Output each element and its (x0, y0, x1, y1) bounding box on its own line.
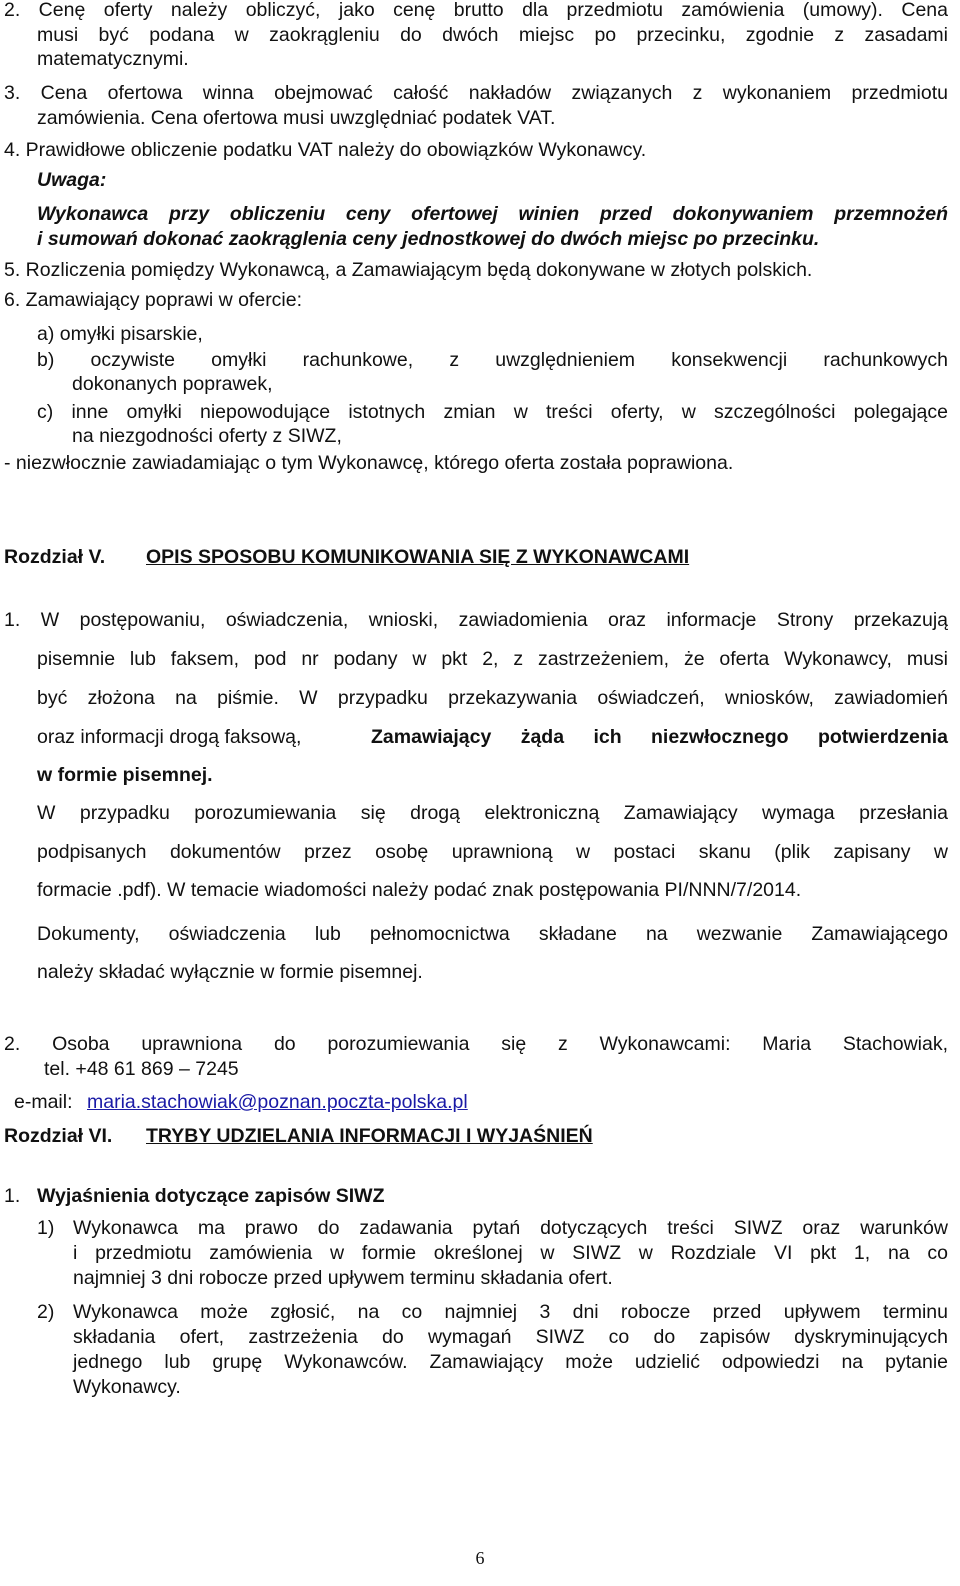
ch6-sub1-num: 1) (37, 1217, 55, 1239)
ch6-sub2-line3: jednego lub grupę Wykonawców. Zamawiający może udzielić odpowiedzi na pytanie (73, 1351, 948, 1373)
item6a: a) omyłki pisarskie, (37, 323, 203, 345)
chapter5-title: OPIS SPOSOBU KOMUNIKOWANIA SIĘ Z WYKONAWCAMI (146, 546, 690, 568)
ch6-sub2-line4: Wykonawcy. (73, 1376, 181, 1398)
item2-line2: musi być podana w zaokrągleniu do dwóch miejsc po przecinku, zgodnie z zasadami (37, 24, 948, 46)
ch5-p3-line1: Dokumenty, oświadczenia lub pełnomocnictwa składane na wezwanie Zamawiającego (37, 923, 948, 945)
item2-line3: matematycznymi. (37, 48, 189, 70)
ch5-p1-line1: 1. W postępowaniu, oświadczenia, wnioski, zawiadomienia oraz informacje Strony przekazują (4, 609, 948, 631)
page-number: 6 (475, 1548, 485, 1568)
ch6-sub1-line1: Wykonawca ma prawo do zadawania pytań dotyczących treści SIWZ oraz warunków (73, 1217, 948, 1239)
item3-line1: 3. Cena ofertowa winna obejmować całość nakładów związanych z wykonaniem przedmiotu (4, 82, 948, 104)
item3-line2: zamówienia. Cena ofertowa musi uwzględniać podatek VAT. (37, 107, 556, 129)
ch6-sub1-line2: i przedmiotu zamówienia w formie określonej w SIWZ w Rozdziale VI pkt 1, na co (73, 1242, 948, 1264)
ch5-p1-line5-bold: w formie pisemnej. (37, 764, 213, 786)
item5: 5. Rozliczenia pomiędzy Wykonawcą, a Zamawiającym będą dokonywane w złotych polskich. (4, 259, 813, 281)
item6b-line1: b) oczywiste omyłki rachunkowe, z uwzględnieniem konsekwencji rachunkowych (37, 349, 948, 371)
ch6-sub2-line1: Wykonawca może zgłosić, na co najmniej 3 dni robocze przed upływem terminu (73, 1301, 948, 1323)
chapter5-label: Rozdział V. (4, 546, 106, 568)
item6b-line2: dokonanych poprawek, (72, 373, 273, 395)
ch6-sub1-line3: najmniej 3 dni robocze przed upływem terminu składania ofert. (73, 1267, 613, 1289)
ch6-item1-title: Wyjaśnienia dotyczące zapisów SIWZ (37, 1185, 385, 1207)
ch5-contact-line1: 2. Osoba uprawniona do porozumiewania się z Wykonawcami: Maria Stachowiak, (4, 1033, 948, 1055)
ch5-p1-line2: pisemnie lub faksem, pod nr podany w pkt 2, z zastrzeżeniem, że oferta Wykonawcy, musi (37, 648, 948, 670)
ch6-sub2-num: 2) (37, 1301, 55, 1323)
ch6-item1-num: 1. (4, 1185, 21, 1207)
ch5-p2-line2: podpisanych dokumentów przez osobę uprawnioną w postaci skanu (plik zapisany w (37, 841, 948, 863)
note-label: Uwaga: (37, 169, 107, 191)
item6: 6. Zamawiający poprawi w ofercie: (4, 289, 303, 311)
item2-line1: 2. Cenę oferty należy obliczyć, jako cenę brutto dla przedmiotu zamówienia (umowy). Cena (4, 0, 948, 21)
ch5-p1-line3: być złożona na piśmie. W przypadku przekazywania oświadczeń, wniosków, zawiadomień (37, 687, 948, 709)
email-label: e-mail: (14, 1091, 73, 1113)
note-line2: i sumowań dokonać zaokrąglenia ceny jednostkowej do dwóch miejsc po przecinku. (37, 228, 820, 250)
ch6-sub2-line2: składania ofert, zastrzeżenia do wymagań SIWZ co do zapisów dyskryminujących (73, 1326, 948, 1348)
ch5-p2-line1: W przypadku porozumiewania się drogą elektroniczną Zamawiający wymaga przesłania (37, 802, 948, 824)
email-link[interactable]: maria.stachowiak@poznan.poczta-polska.pl (87, 1091, 468, 1113)
ch5-contact-line2: tel. +48 61 869 – 7245 (44, 1058, 239, 1080)
item6c-line2: na niezgodności oferty z SIWZ, (72, 425, 342, 447)
ch5-p1-line4-bold: Zamawiający żąda ich niezwłocznego potwierdzenia (371, 726, 948, 748)
item6-tail: - niezwłocznie zawiadamiając o tym Wykonawcę, którego oferta została poprawiona. (4, 452, 734, 474)
chapter6-label: Rozdział VI. (4, 1125, 113, 1147)
chapter6-title: TRYBY UDZIELANIA INFORMACJI I WYJAŚNIEŃ (146, 1125, 593, 1147)
ch5-p1-line4-plain: oraz informacji drogą faksową, (37, 726, 302, 748)
item6c-line1: c) inne omyłki niepowodujące istotnych zmian w treści oferty, w szczególności polegające (37, 401, 948, 423)
ch5-p3-line2: należy składać wyłącznie w formie pisemnej. (37, 961, 423, 983)
note-line1: Wykonawca przy obliczeniu ceny ofertowej winien przed dokonywaniem przemnożeń (37, 203, 948, 225)
ch5-p2-line3: formacie .pdf). W temacie wiadomości należy podać znak postępowania PI/NNN/7/2014. (37, 879, 802, 901)
item4: 4. Prawidłowe obliczenie podatku VAT należy do obowiązków Wykonawcy. (4, 139, 647, 161)
